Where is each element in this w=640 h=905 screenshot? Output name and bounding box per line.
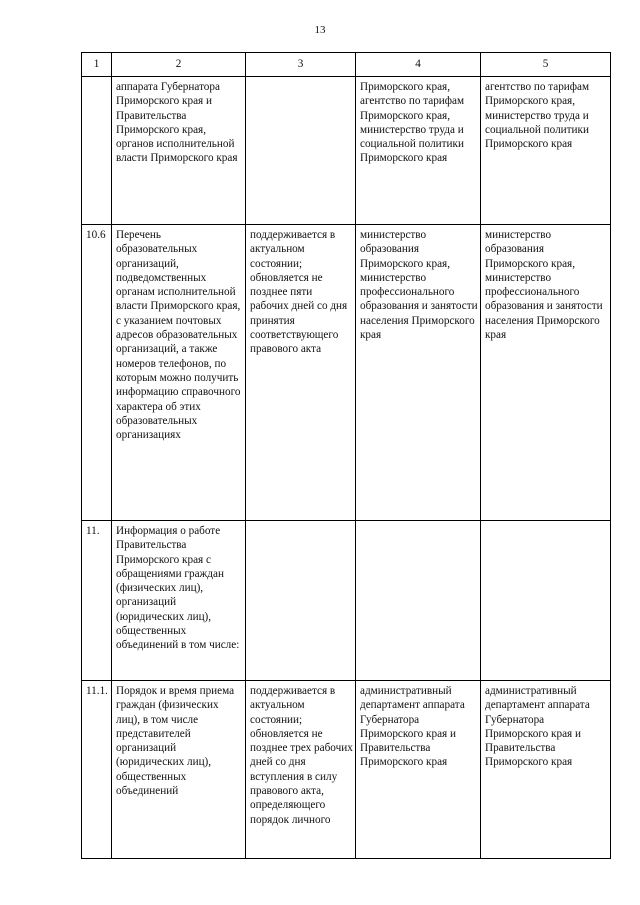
row-number-cell: 11.1. xyxy=(82,681,112,859)
period-cell xyxy=(246,77,356,225)
publisher-cell: агентство по тарифам Приморского края, министерство труда и социальной политики Приморского края xyxy=(481,77,611,225)
responsible-cell: административный департамент аппарата Губернатора Приморского края и Правительства Приморского края xyxy=(356,681,481,859)
page-number: 13 xyxy=(314,24,326,36)
responsible-cell: министерство образования Приморского края, министерство профессионального образования и занятости населения Приморского края xyxy=(356,225,481,521)
information-cell: аппарата Губернатора Приморского края и Правительства Приморского края, органов исполнительной власти Приморского края xyxy=(112,77,246,225)
header-cell-5: 5 xyxy=(481,53,611,77)
header-cell-1: 1 xyxy=(82,53,112,77)
publisher-cell: министерство образования Приморского края, министерство профессионального образования и занятости населения Приморского края xyxy=(481,225,611,521)
header-cell-3: 3 xyxy=(246,53,356,77)
table-header-row xyxy=(82,53,611,77)
row-number-cell: 10.6 xyxy=(82,225,112,521)
table-row xyxy=(82,77,611,225)
information-cell: Информация о работе Правительства Приморского края с обращениями граждан (физических лиц), организаций (юридических лиц), общественных объединений в том числе: xyxy=(112,521,246,681)
publisher-cell xyxy=(481,521,611,681)
table-row xyxy=(82,521,611,681)
period-cell: поддерживается в актуальном состоянии; обновляется не позднее пяти рабочих дней со дня принятия соответствующего правового акта xyxy=(246,225,356,521)
responsible-cell: Приморского края, агентство по тарифам Приморского края, министерство труда и социальной политики Приморского края xyxy=(356,77,481,225)
document-table xyxy=(81,52,611,859)
responsible-cell xyxy=(356,521,481,681)
header-cell-2: 2 xyxy=(112,53,246,77)
period-cell: поддерживается в актуальном состоянии; обновляется не позднее трех рабочих дней со дня вступления в силу правового акта, определяющего порядок личного xyxy=(246,681,356,859)
header-cell-4: 4 xyxy=(356,53,481,77)
table-row xyxy=(82,225,611,521)
information-cell: Перечень образовательных организаций, подведомственных органам исполнительной власти Приморского края, с указанием почтовых адресов образовательных организаций, а также номеров телефонов, по которым можно получить информацию справочного характера об этих образовательных организациях xyxy=(112,225,246,521)
table-row xyxy=(82,681,611,859)
row-number-cell xyxy=(82,77,112,225)
row-number-cell: 11. xyxy=(82,521,112,681)
information-cell: Порядок и время приема граждан (физических лиц), в том числе представителей организаций (юридических лиц), общественных объединений xyxy=(112,681,246,859)
publisher-cell: административный департамент аппарата Губернатора Приморского края и Правительства Приморского края xyxy=(481,681,611,859)
period-cell xyxy=(246,521,356,681)
